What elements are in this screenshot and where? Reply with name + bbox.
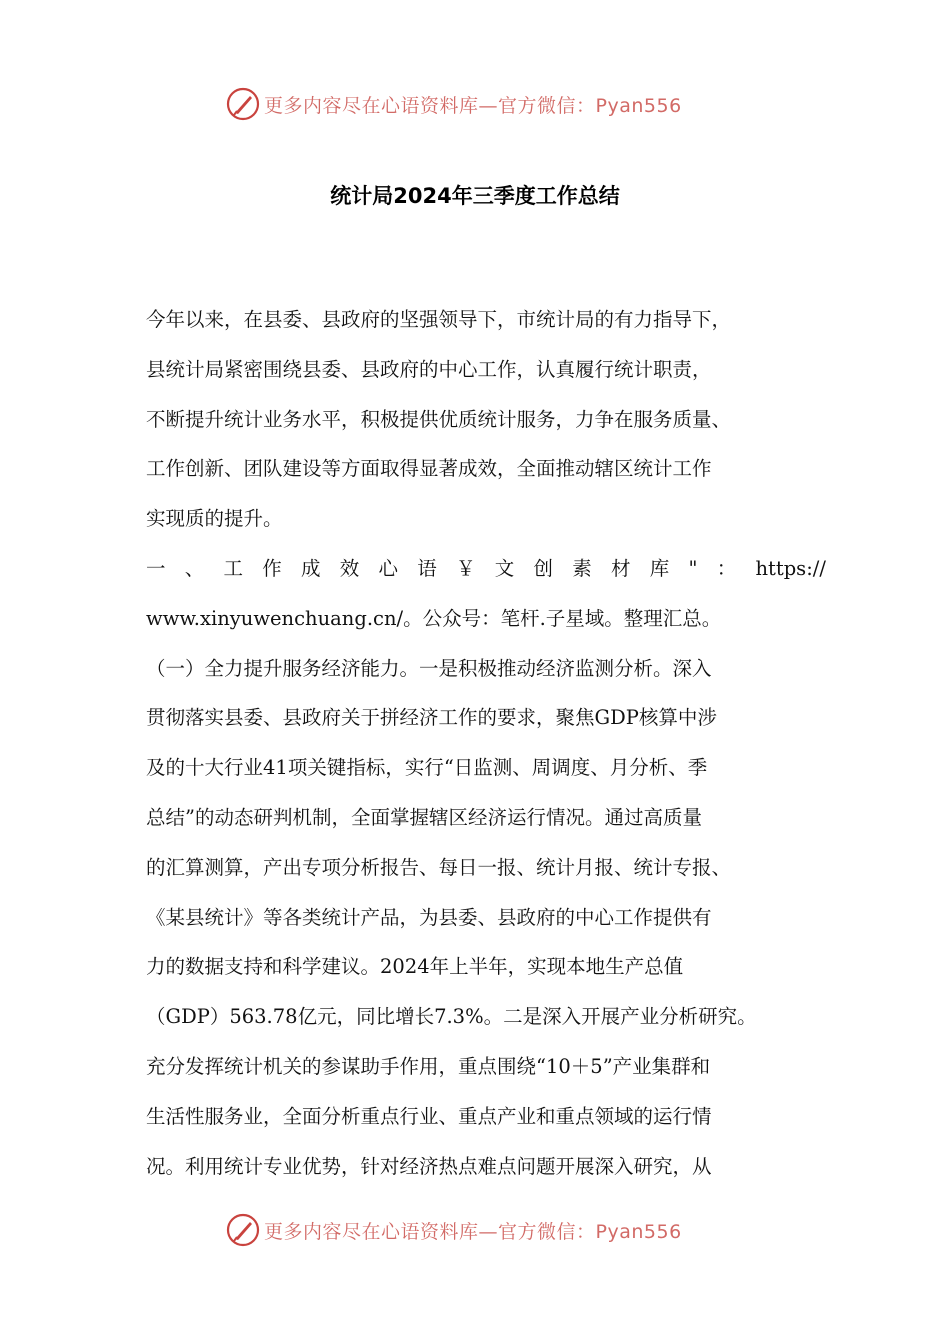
heading-char: ￥ bbox=[456, 556, 476, 580]
body-line: 工作创新、团队建设等方面取得显著成效，全面推动辖区统计工作 bbox=[146, 457, 712, 481]
heading-char: 效 bbox=[339, 556, 360, 580]
heading-char: 、 bbox=[184, 556, 205, 580]
heading-char: 库 bbox=[649, 556, 670, 580]
heading-char: ： bbox=[716, 556, 737, 580]
body-line: 实现质的提升。 bbox=[146, 507, 283, 531]
heading-char: 创 bbox=[533, 556, 554, 580]
heading-char: 素 bbox=[572, 556, 592, 580]
body-line: 贯彻落实县委、县政府关于拼经济工作的要求，聚焦GDP核算中涉 bbox=[146, 706, 717, 730]
body-line: （GDP）563.78亿元，同比增长7.3%。二是深入开展产业分析研究。 bbox=[146, 1005, 757, 1029]
body-line: 的汇算测算，产出专项分析报告、每日一报、统计月报、统计专报、 bbox=[146, 855, 732, 879]
section-heading-line bbox=[146, 544, 826, 594]
heading-char: https:// bbox=[755, 556, 826, 580]
document-body bbox=[146, 295, 826, 1191]
body-line: 及的十大行业41项关键指标，实行“日监测、周调度、月分析、季 bbox=[146, 756, 708, 780]
body-line: 今年以来，在县委、县政府的坚强领导下，市统计局的有力指导下， bbox=[146, 308, 732, 331]
heading-char: 一 bbox=[146, 556, 166, 580]
body-line: 总结”的动态研判机制，全面掌握辖区经济运行情况。通过高质量 bbox=[146, 805, 702, 829]
heading-char: 材 bbox=[611, 556, 631, 580]
heading-char: 成 bbox=[301, 556, 321, 580]
body-line: （一）全力提升服务经济能力。一是积极推动经济监测分析。深入 bbox=[146, 656, 712, 680]
footer-banner bbox=[226, 1210, 682, 1250]
heading-char: 心 bbox=[378, 556, 399, 580]
heading-char: 文 bbox=[494, 556, 515, 580]
quill-pen-icon bbox=[226, 87, 260, 121]
heading-char: " bbox=[688, 556, 698, 580]
body-line: 不断提升统计业务水平，积极提供优质统计服务，力争在服务质量、 bbox=[146, 407, 732, 431]
heading-char: 工 bbox=[223, 556, 244, 580]
body-line: 力的数据支持和科学建议。2024年上半年，实现本地生产总值 bbox=[146, 955, 684, 979]
body-line: 生活性服务业，全面分析重点行业、重点产业和重点领域的运行情 bbox=[146, 1104, 712, 1128]
heading-char: 语 bbox=[417, 556, 437, 580]
document-title: 统计局2024年三季度工作总结 bbox=[330, 184, 620, 208]
body-line: www.xinyuwenchuang.cn/。公众号：笔杆.子星域。整理汇总。 bbox=[146, 606, 722, 630]
header-banner bbox=[226, 84, 682, 124]
banner-text: 更多内容尽在心语资料库—官方微信：Pyan556 bbox=[264, 94, 682, 117]
body-line: 《某县统计》等各类统计产品，为县委、县政府的中心工作提供有 bbox=[146, 905, 712, 929]
heading-char: 作 bbox=[262, 556, 282, 580]
quill-pen-icon bbox=[226, 1213, 260, 1247]
body-line: 况。利用统计专业优势，针对经济热点难点问题开展深入研究，从 bbox=[146, 1154, 712, 1178]
banner-text: 更多内容尽在心语资料库—官方微信：Pyan556 bbox=[264, 1220, 682, 1243]
body-line: 县统计局紧密围绕县委、县政府的中心工作，认真履行统计职责， bbox=[146, 357, 712, 381]
body-line: 充分发挥统计机关的参谋助手作用，重点围绕“10＋5”产业集群和 bbox=[146, 1054, 711, 1078]
